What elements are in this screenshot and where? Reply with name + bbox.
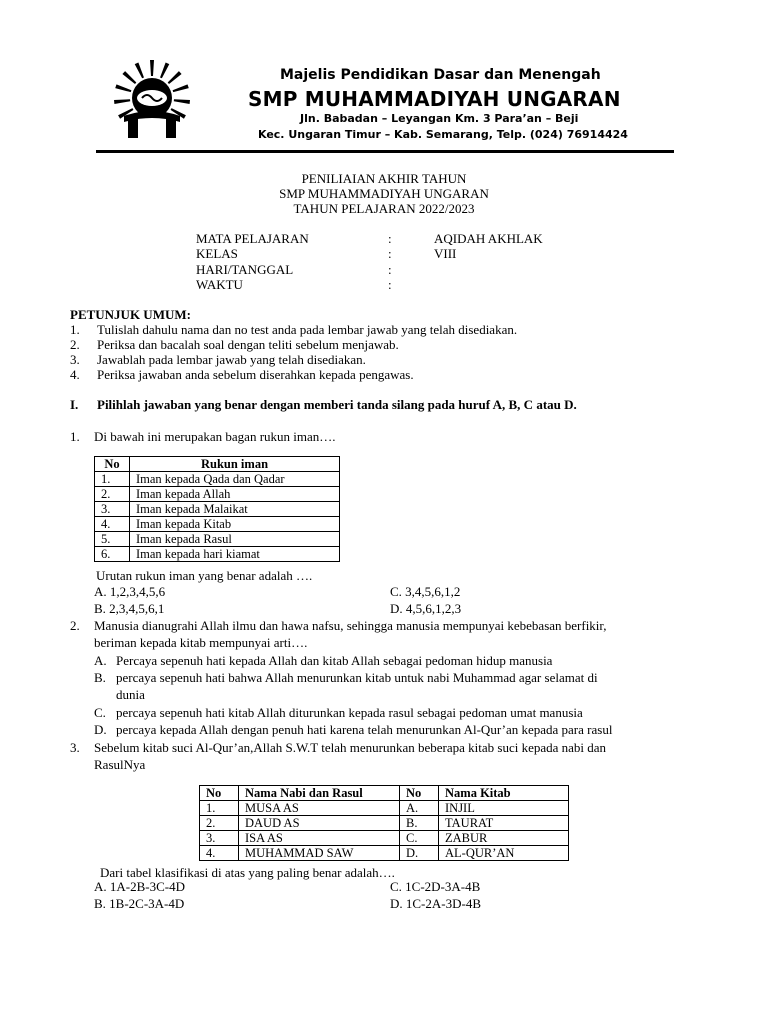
table-row: 4. MUHAMMAD SAW D. AL-QUR’AN [200, 846, 569, 861]
table-row: 4. Iman kepada Kitab [95, 517, 340, 532]
table-header: Nama Nabi dan Rasul [239, 786, 400, 801]
question-2-line2: beriman kepada kitab mempunyai arti…. [94, 635, 308, 650]
table-header-row [200, 786, 569, 801]
table-row: 6. Iman kepada hari kiamat [95, 547, 340, 562]
info-label: WAKTU [196, 277, 243, 292]
info-row-date [196, 262, 596, 277]
header-address-1: Jln. Babadan – Leyangan Km. 3 Para’an – Beji [300, 112, 579, 125]
q3-option-c[interactable]: C. 1C-2D-3A-4B [390, 879, 481, 894]
table-row: 1. Iman kepada Qada dan Qadar [95, 472, 340, 487]
info-value: VIII [434, 246, 457, 261]
info-colon: : [388, 262, 392, 277]
info-label: MATA PELAJARAN [196, 231, 309, 246]
q1-option-b[interactable]: B. 2,3,4,5,6,1 [94, 601, 165, 616]
exam-title-2: SMP MUHAMMADIYAH UNGARAN [279, 186, 489, 201]
table-row: 1. MUSA AS A. INJIL [200, 801, 569, 816]
info-row-time [196, 277, 596, 292]
info-row-class [196, 246, 596, 261]
info-colon: : [388, 277, 392, 292]
info-row-subject [196, 231, 596, 246]
question-3-prompt: Dari tabel klasifikasi di atas yang paling benar adalah…. [100, 865, 395, 880]
table-header: Rukun iman [130, 457, 340, 472]
header-school-name: SMP MUHAMMADIYAH UNGARAN [248, 87, 621, 111]
q3-option-a[interactable]: A. 1A-2B-3C-4D [94, 879, 185, 894]
q1-option-c[interactable]: C. 3,4,5,6,1,2 [390, 584, 461, 599]
table-header: No [95, 457, 130, 472]
table-row: 3. ISA AS C. ZABUR [200, 831, 569, 846]
petunjuk-heading: PETUNJUK UMUM: [70, 307, 191, 322]
nabi-kitab-table [199, 785, 569, 861]
header-address-2: Kec. Ungaran Timur – Kab. Semarang, Telp. (024) 76914424 [258, 128, 628, 141]
table-header: No [400, 786, 439, 801]
info-value: AQIDAH AKHLAK [434, 231, 543, 246]
table-row: 2. DAUD AS B. TAURAT [200, 816, 569, 831]
info-colon: : [388, 231, 392, 246]
table-row: 5. Iman kepada Rasul [95, 532, 340, 547]
school-logo [106, 58, 198, 142]
q3-option-d[interactable]: D. 1C-2A-3D-4B [390, 896, 481, 911]
table-header: Nama Kitab [439, 786, 569, 801]
table-header: No [200, 786, 239, 801]
q1-option-d[interactable]: D. 4,5,6,1,2,3 [390, 601, 462, 616]
table-header-row [95, 457, 340, 472]
q1-option-a[interactable]: A. 1,2,3,4,5,6 [94, 584, 166, 599]
table-row: 3. Iman kepada Malaikat [95, 502, 340, 517]
q3-option-b[interactable]: B. 1B-2C-3A-4D [94, 896, 185, 911]
info-label: HARI/TANGGAL [196, 262, 294, 277]
info-colon: : [388, 246, 392, 261]
table-row: 2. Iman kepada Allah [95, 487, 340, 502]
rukun-iman-table [94, 456, 340, 562]
exam-title-1: PENILIAIAN AKHIR TAHUN [301, 171, 467, 186]
info-label: KELAS [196, 246, 238, 261]
question-1-prompt: Urutan rukun iman yang benar adalah …. [96, 568, 313, 583]
question-3-line2: RasulNya [94, 757, 146, 772]
header-divider [96, 150, 674, 153]
exam-title-3: TAHUN PELAJARAN 2022/2023 [293, 201, 475, 216]
header-org: Majelis Pendidikan Dasar dan Menengah [280, 67, 601, 83]
